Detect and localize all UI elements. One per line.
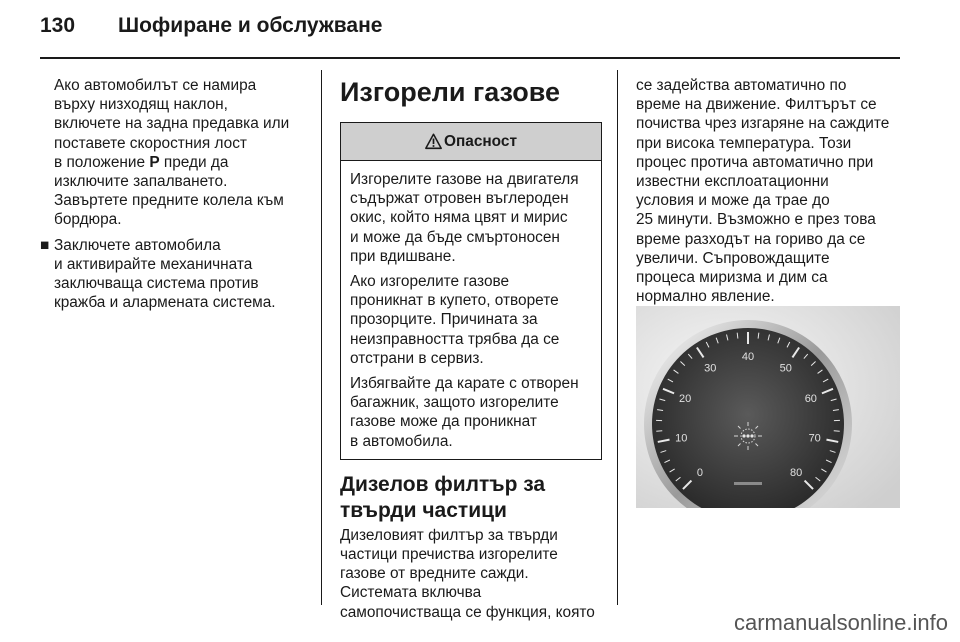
text-line: газове може да проникнат bbox=[350, 413, 537, 431]
text-line: време на движение. Филтърът се bbox=[636, 96, 877, 114]
speedometer-photo bbox=[636, 306, 900, 508]
column-3 bbox=[636, 76, 908, 312]
text-line: Завъртете предните колела към bbox=[54, 192, 284, 210]
gauge-tick-label: 20 bbox=[679, 392, 692, 405]
text-line: Ако изгорелите газове bbox=[350, 273, 510, 291]
warning-body bbox=[341, 161, 601, 459]
gauge-brand-mark bbox=[734, 482, 762, 485]
text-line: увеличи. Съпровождащите bbox=[636, 249, 830, 267]
gauge-minor-tick bbox=[758, 333, 759, 339]
gauge-tick-label: 70 bbox=[808, 432, 821, 445]
page-header bbox=[40, 14, 382, 46]
text-line: частици пречиства изгорелите bbox=[340, 546, 558, 564]
warning-title: Опасност bbox=[444, 132, 517, 150]
section-heading: Изгорели газове bbox=[340, 77, 561, 107]
header-rule bbox=[40, 57, 900, 59]
warning-paragraph bbox=[350, 272, 592, 368]
watermark: carmanualsonline.info bbox=[733, 610, 948, 635]
text-line: неизправността трябва да се bbox=[350, 330, 560, 348]
text-line: процеса миризма и дим са bbox=[636, 269, 828, 287]
bullet-item bbox=[40, 236, 312, 313]
text-line: окис, който няма цвят и мирис bbox=[350, 209, 568, 227]
gauge-minor-tick bbox=[737, 333, 738, 339]
heading-line: Дизелов филтър за bbox=[340, 472, 546, 496]
text-line: и активирайте механичната bbox=[54, 255, 253, 273]
text-line: процес протича автоматично при bbox=[636, 153, 874, 171]
text-line: Дизеловият филтър за твърди bbox=[340, 526, 558, 544]
text-line: самопочистваща се функция, която bbox=[340, 603, 595, 621]
text-line: Избягвайте да карате с отворен bbox=[350, 375, 579, 393]
text-line: Системата включва bbox=[340, 584, 482, 602]
text-line: и може да бъде смъртоносен bbox=[350, 228, 560, 246]
chapter-title: Шофиране и обслужване bbox=[118, 14, 383, 37]
bullet-square-icon: ■ bbox=[40, 236, 50, 254]
text-fragment: преди да bbox=[159, 153, 229, 171]
subsection-heading bbox=[340, 472, 608, 524]
text-line bbox=[54, 153, 312, 172]
text-line: време разходът на гориво да се bbox=[636, 230, 866, 248]
parking-paragraph bbox=[40, 76, 312, 230]
warning-triangle-icon bbox=[425, 133, 442, 150]
column-2 bbox=[340, 76, 608, 628]
text-line: поставете скоростния лост bbox=[54, 134, 247, 152]
warning-paragraph bbox=[350, 170, 592, 266]
dpf-continuation-paragraph bbox=[636, 76, 908, 306]
text-line: включете на задна предавка или bbox=[54, 115, 290, 133]
page-number: 130 bbox=[40, 14, 76, 37]
dpf-paragraph bbox=[340, 526, 608, 622]
heading-line: твърди частици bbox=[340, 498, 507, 522]
text-line: нормално явление. bbox=[636, 288, 775, 306]
speedometer-gauge bbox=[636, 306, 900, 508]
warning-box bbox=[340, 122, 602, 460]
text-line: отстрани в сервиз. bbox=[350, 349, 484, 367]
text-line: Заключете автомобила bbox=[54, 236, 221, 254]
text-line: върху низходящ наклон, bbox=[54, 96, 228, 114]
gauge-tick-label: 10 bbox=[675, 432, 688, 445]
text-line: проникнат в купето, отворете bbox=[350, 292, 559, 310]
text-line: багажник, защото изгорелите bbox=[350, 394, 559, 412]
text-line: условия и може да трае до bbox=[636, 192, 830, 210]
text-line: при висока температура. Този bbox=[636, 134, 852, 152]
column-divider bbox=[321, 70, 322, 605]
warning-paragraph bbox=[350, 374, 592, 451]
text-line: изключите запалването. bbox=[54, 173, 228, 191]
gear-position-p: Р bbox=[149, 153, 160, 171]
text-line: в автомобила. bbox=[350, 432, 453, 450]
text-line: Изгорелите газове на двигателя bbox=[350, 171, 579, 188]
text-fragment: в положение bbox=[54, 153, 150, 171]
gauge-tick-label: 50 bbox=[779, 362, 792, 375]
gauge-tick-label: 0 bbox=[696, 467, 703, 480]
column-1 bbox=[40, 76, 312, 312]
text-line: известни експлоатационни bbox=[636, 173, 829, 191]
text-line: при вдишване. bbox=[350, 247, 456, 265]
column-divider bbox=[617, 70, 618, 605]
text-line: прозорците. Причината за bbox=[350, 311, 538, 329]
gauge-tick-label: 60 bbox=[804, 392, 817, 405]
text-line: Ако автомобилът се намира bbox=[54, 77, 257, 94]
gauge-tick-label: 80 bbox=[789, 467, 803, 480]
gauge-tick-label: 40 bbox=[741, 351, 755, 363]
gauge-tick-label: 30 bbox=[704, 362, 717, 375]
text-line: бордюра. bbox=[54, 211, 122, 229]
text-line: кражба и алармената система. bbox=[54, 294, 276, 312]
text-line: газове от вредните сажди. bbox=[340, 565, 529, 583]
text-line: 25 минути. Възможно е през това bbox=[636, 211, 876, 229]
text-line: почиства чрез изгаряне на саждите bbox=[636, 115, 890, 133]
text-line: заключваща система против bbox=[54, 275, 259, 293]
text-line: съдържат отровен въглероден bbox=[350, 190, 569, 208]
text-line: се задейства автоматично по bbox=[636, 77, 847, 94]
warning-header bbox=[341, 123, 601, 161]
